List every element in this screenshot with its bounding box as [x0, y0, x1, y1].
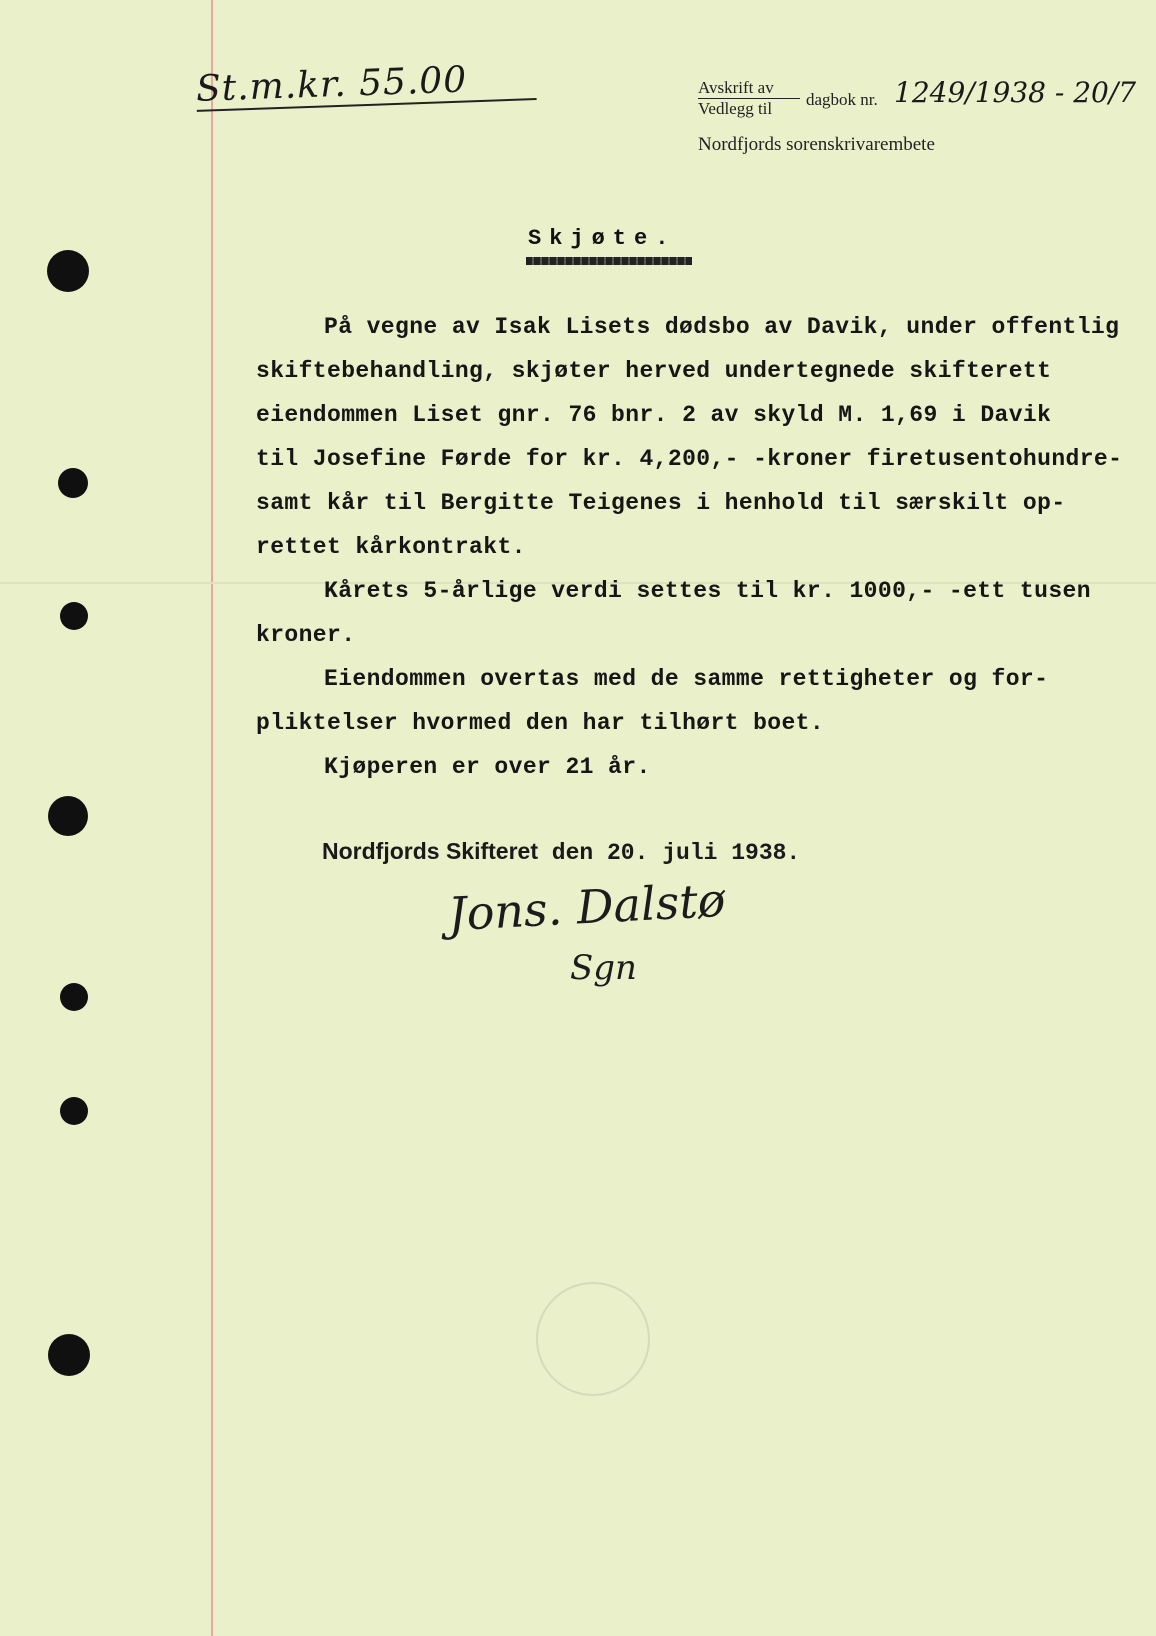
dagbok-entry-handwritten: 1249/1938 - 20/7 — [894, 76, 1137, 109]
title-underline — [526, 257, 692, 265]
handwritten-signature: Jons. Dalstø — [446, 872, 727, 942]
body-line: På vegne av Isak Lisets dødsbo av Davik, under offentlig — [324, 314, 1120, 340]
body-line: samt kår til Bergitte Teigenes i henhold til særskilt op- — [256, 490, 1066, 516]
punch-hole — [48, 796, 88, 836]
punch-hole — [58, 468, 88, 498]
document-title: Skjøte. — [528, 226, 677, 251]
registry-header — [698, 76, 1138, 155]
punch-hole — [60, 602, 88, 630]
dagbok-label: dagbok nr. — [806, 90, 878, 109]
punch-hole — [60, 983, 88, 1011]
body-line: Eiendommen overtas med de samme rettigheter og for- — [324, 666, 1049, 692]
stamp-fee-note: St.m.kr. 55.00 — [195, 58, 536, 112]
body-line: skiftebehandling, skjøter herved undertegnede skifterett — [256, 358, 1052, 384]
avskrift-label: Avskrift av — [698, 78, 800, 99]
punch-hole — [48, 1334, 90, 1376]
signoff-office: Nordfjords Skifteret — [322, 838, 538, 864]
punch-hole — [47, 250, 89, 292]
body-line: Kårets 5-årlige verdi settes til kr. 1000,- -ett tusen — [324, 578, 1091, 604]
signoff-date: den 20. juli 1938. — [551, 840, 801, 866]
body-line: pliktelser hvormed den har tilhørt boet. — [256, 710, 825, 736]
faint-stamp-mark — [536, 1282, 650, 1396]
body-line: til Josefine Førde for kr. 4,200,- -kroner firetusentohundre- — [256, 446, 1123, 472]
header-labels — [698, 78, 800, 119]
punch-hole — [60, 1097, 88, 1125]
body-line: Kjøperen er over 21 år. — [324, 754, 651, 780]
body-line: eiendommen Liset gnr. 76 bnr. 2 av skyld M. 1,69 i Davik — [256, 402, 1052, 428]
handwritten-initials: Sgn — [570, 948, 637, 988]
vedlegg-label: Vedlegg til — [698, 99, 773, 118]
margin-line — [211, 0, 213, 1636]
body-line: kroner. — [256, 622, 356, 648]
office-name: Nordfjords sorenskrivarembete — [698, 134, 935, 155]
body-line: rettet kårkontrakt. — [256, 534, 526, 560]
signoff-line — [322, 838, 800, 866]
